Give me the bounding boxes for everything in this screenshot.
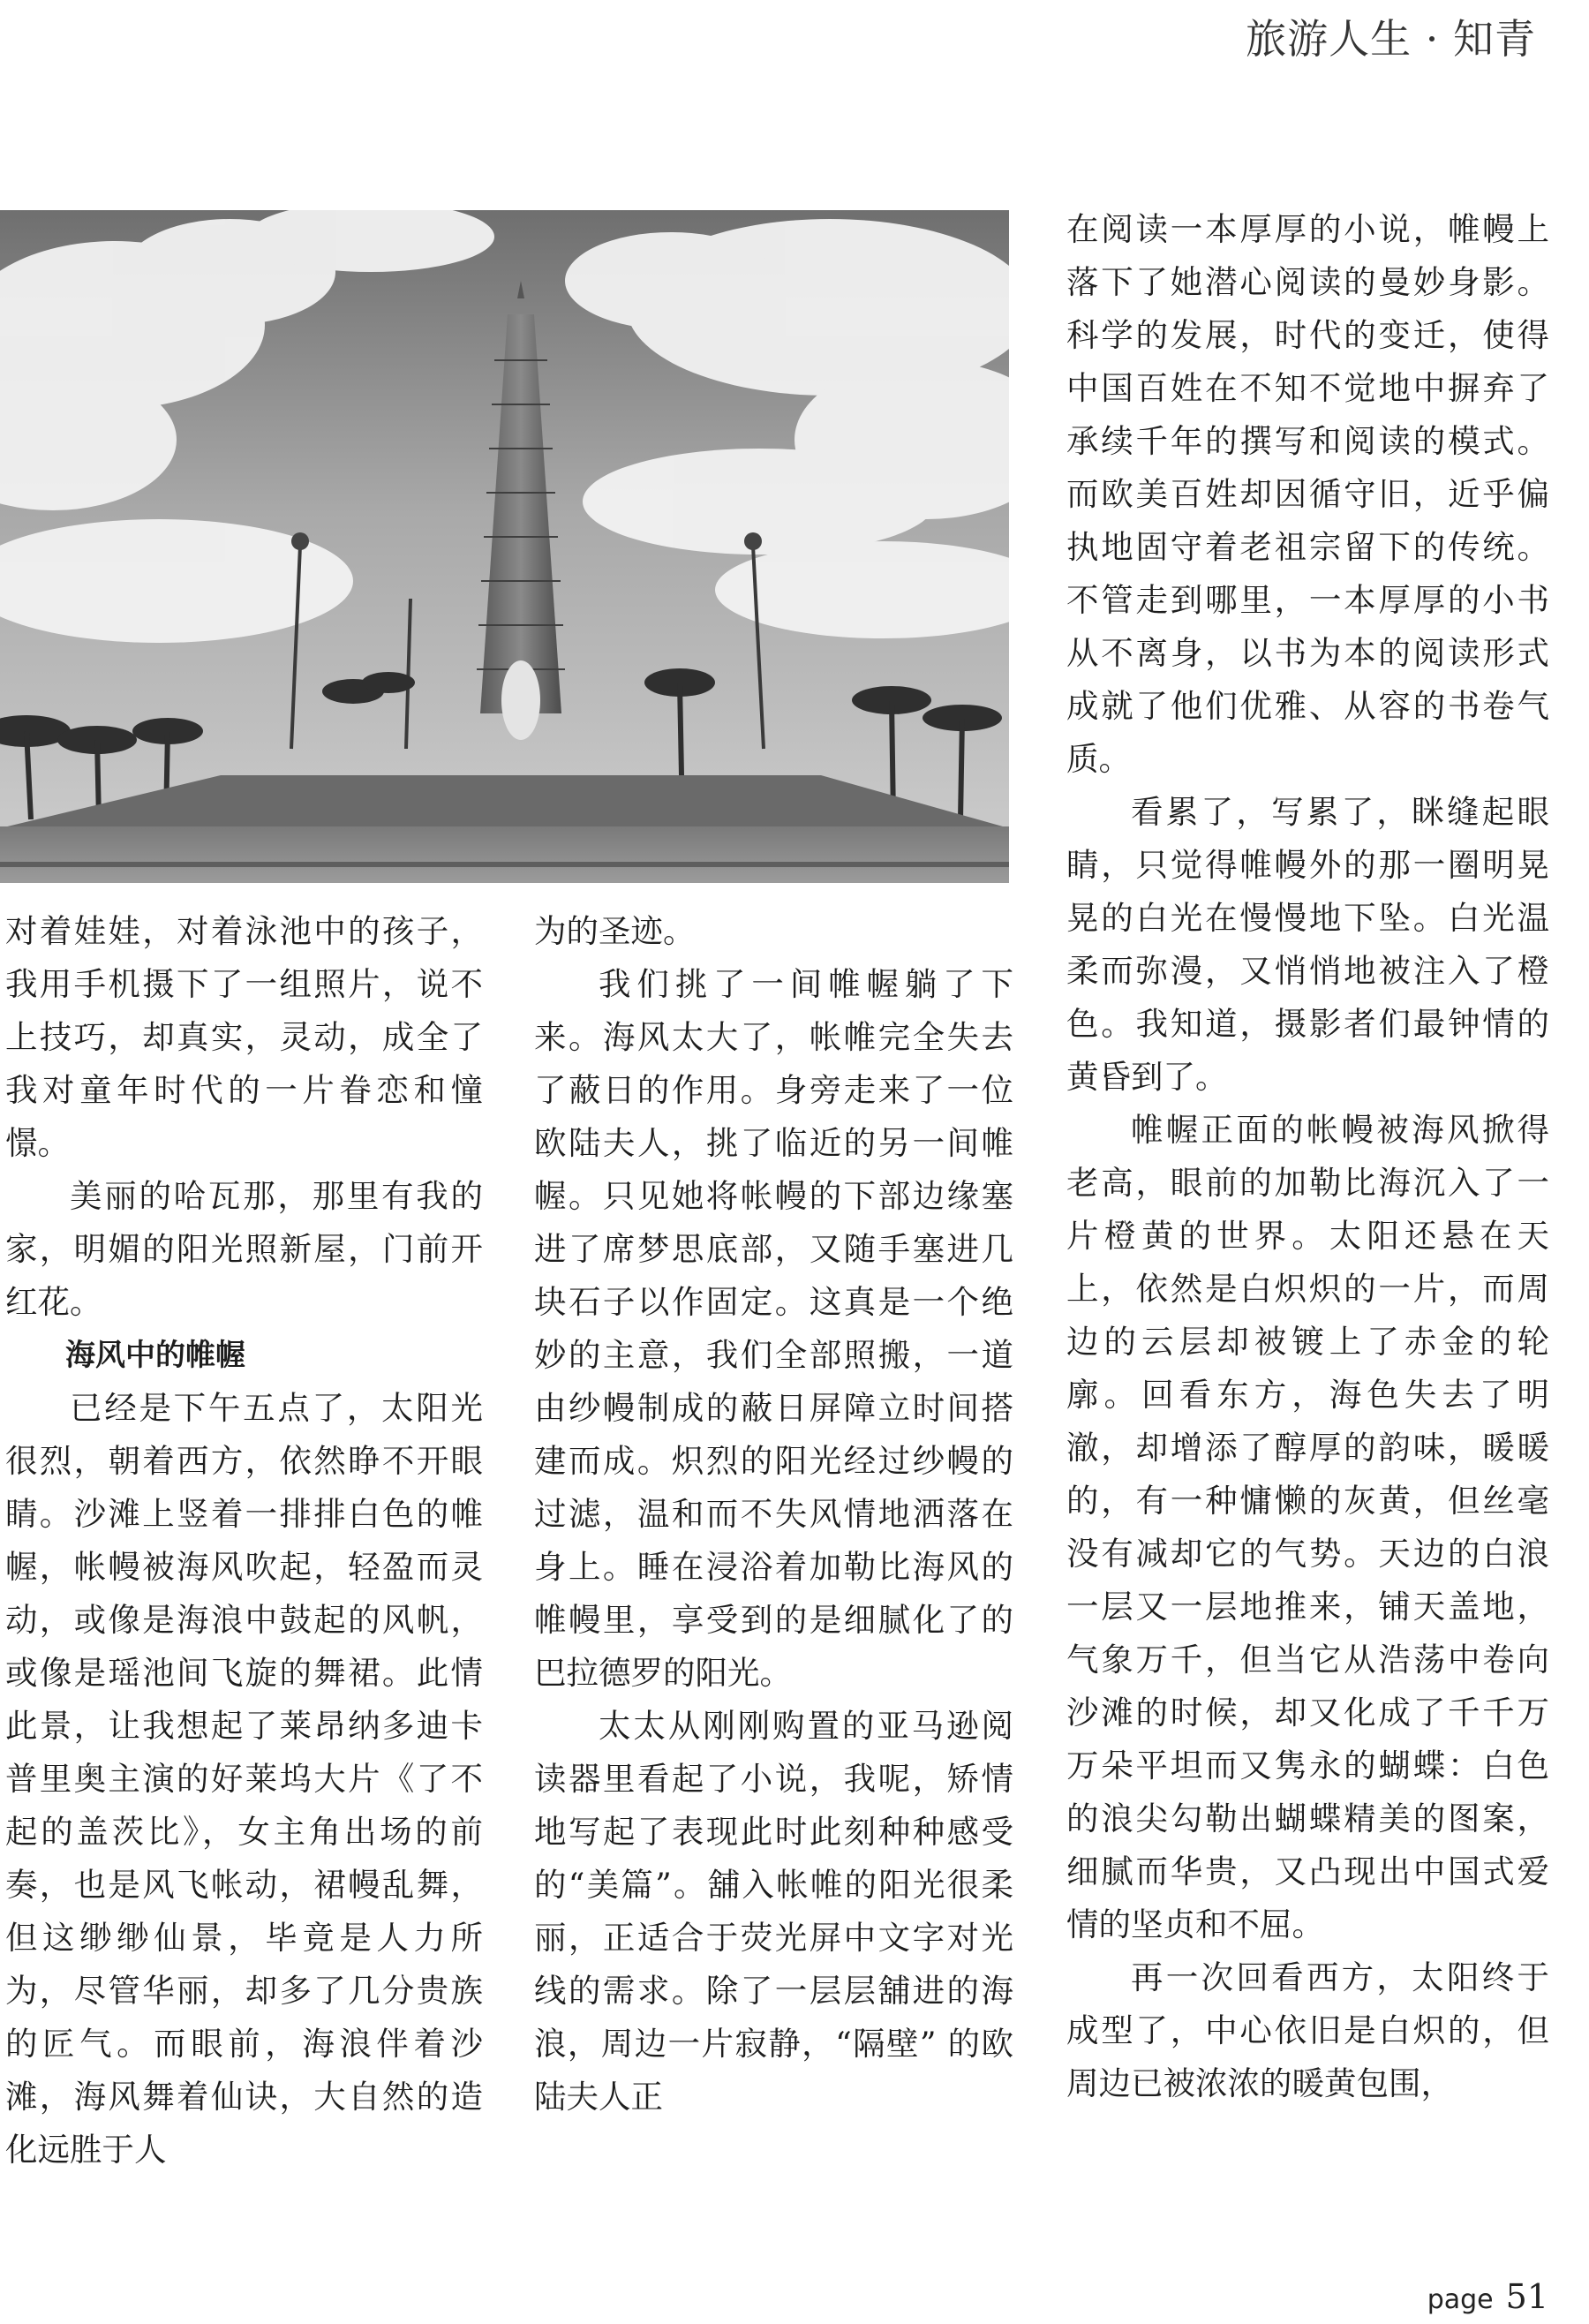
paragraph: 已经是下午五点了，太阳光很烈，朝着西方，依然睁不开眼睛。沙滩上竖着一排排白色的帷幄，帐幔被海风吹起，轻盈而灵动，或像是海浪中鼓起的风帆，或像是瑶池间飞旋的舞裙。此情此景，让我想起了莱昂纳多迪卡普里奥主演的好莱坞大片《了不起的盖茨比》，女主角出场的前奏，也是风飞帐动，裙幔乱舞，但这缈缈仙景，毕竟是人力所为，尽管华丽，却多了几分贵族的匠气。而眼前，海浪伴着沙滩，海风舞着仙诀，大自然的造化远胜于人 [5,1389,483,2169]
paragraph: 美丽的哈瓦那，那里有我的家，明媚的阳光照新屋，门前开红花。 [5,1177,483,1321]
paragraph: 再一次回看西方，太阳终于成型了，中心依旧是白炽的，但周边已被浓浓的暖黄包围， [1066,1958,1549,2102]
paragraph: 为的圣迹。 [534,912,696,950]
monument-photo-illustration [0,210,1009,883]
text-column-3 [1066,203,1549,2110]
page-number: 51 [1505,2277,1548,2316]
page-footer [1427,2277,1548,2316]
monument-photo [0,210,1009,883]
paragraph: 帷幄正面的帐幔被海风掀得老高，眼前的加勒比海沉入了一片橙黄的世界。太阳还悬在天上，依然是白炽炽的一片，而周边的云层却被镀上了赤金的轮廓。回看东方，海色失去了明澈，却增添了醇厚的韵味，暖暖的，有一种慵懒的灰黄，但丝毫没有减却它的气势。天边的白浪一层又一层地推来，铺天盖地，气象万千，但当它从浩荡中卷向沙滩的时候，却又化成了千千万万朵平坦而又隽永的蝴蝶：白色的浪尖勾勒出蝴蝶精美的图案，细腻而华贵，又凸现出中国式爱情的坚贞和不屈。 [1066,1111,1549,1943]
paragraph: 对着娃娃，对着泳池中的孩子，我用手机摄下了一组照片，说不上技巧，却真实，灵动，成全了我对童年时代的一片眷恋和憧憬。 [5,912,483,1162]
section-header: 旅游人生 · 知青 [1246,15,1536,63]
paragraph: 太太从刚刚购置的亚马逊阅读器里看起了小说，我呢，矫情地写起了表现此时此刻种种感受的“美篇”。舖入帐帷的阳光很柔丽，正适合于荧光屏中文字对光线的需求。除了一层层舖进的海浪，周边一片寂静，“隔壁” 的欧陆夫人正 [534,1707,1013,2116]
paragraph: 看累了，写累了，眯缝起眼睛，只觉得帷幔外的那一圈明晃晃的白光在慢慢地下坠。白光温柔而弥漫，又悄悄地被注入了橙色。我知道，摄影者们最钟情的黄昏到了。 [1066,793,1549,1096]
section-subheading: 海风中的帷幄 [65,1338,245,1373]
text-column-2 [534,905,1013,2124]
paragraph: 我们挑了一间帷幄躺了下来。海风太大了，帐帷完全失去了蔽日的作用。身旁走来了一位欧陆夫人，挑了临近的另一间帷幄。只见她将帐幔的下部边缘塞进了席梦思底部，又随手塞进几块石子以作固定。这真是一个绝妙的主意，我们全部照搬，一道由纱幔制成的蔽日屏障立时间搭建而成。炽烈的阳光经过纱幔的过滤，温和而不失风情地洒落在身上。睡在浸浴着加勒比海风的帷幔里，享受到的是细腻化了的巴拉德罗的阳光。 [534,965,1013,1692]
page-label: page [1427,2284,1494,2315]
text-column-1 [5,905,483,2177]
paragraph: 在阅读一本厚厚的小说，帷幔上落下了她潜心阅读的曼妙身影。科学的发展，时代的变迁，使得中国百姓在不知不觉地中摒弃了承续千年的撰写和阅读的模式。而欧美百姓却因循守旧，近乎偏执地固守着老祖宗留下的传统。不管走到哪里，一本厚厚的小书从不离身，以书为本的阅读形式成就了他们优雅、从容的书卷气质。 [1066,210,1549,778]
